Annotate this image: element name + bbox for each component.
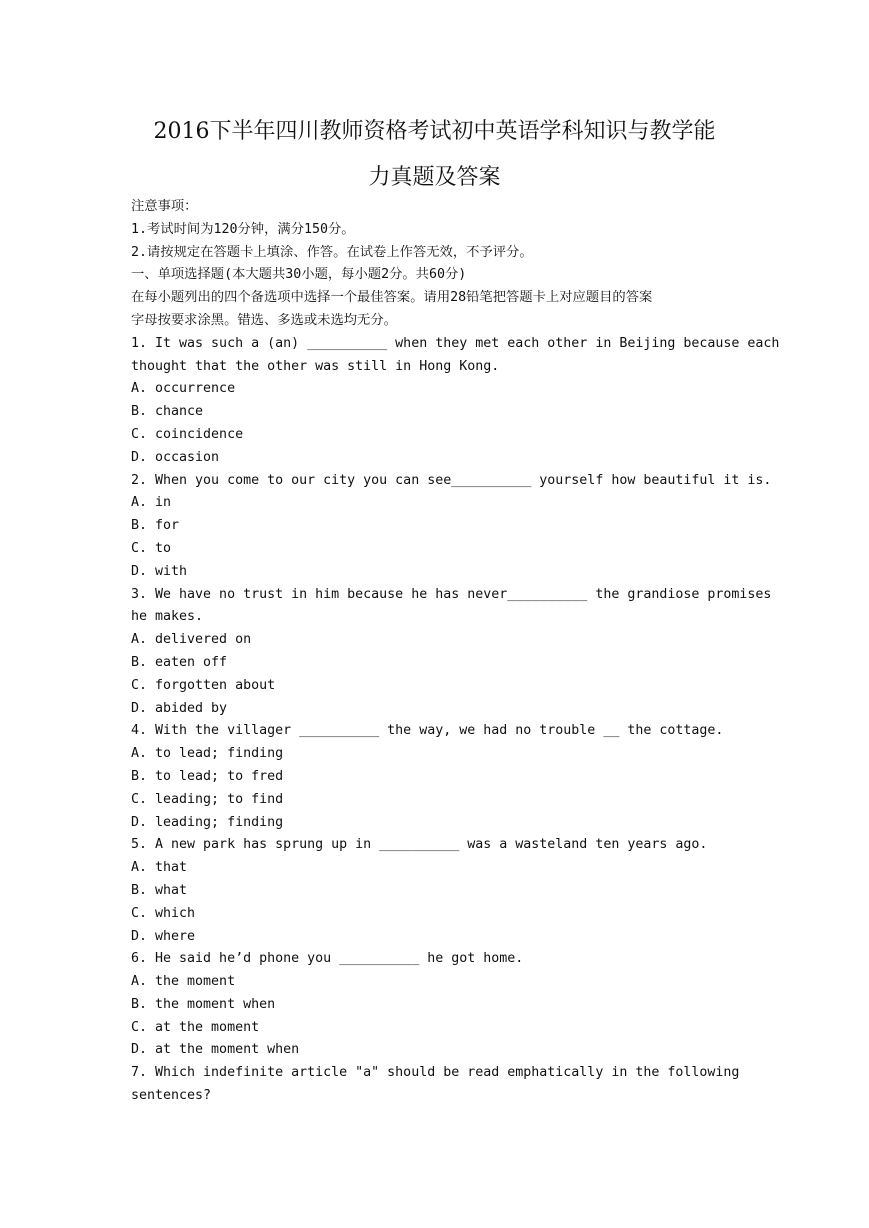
text-line: 字母按要求涂黑。错选、多选或未选均无分。: [131, 312, 397, 328]
text-line: D. occasion: [131, 449, 220, 465]
text-line: D. abided by: [131, 700, 228, 716]
text-line: 注意事项：: [131, 199, 198, 214]
text-line: 一、单项选择题(本大题共30小题，每小题2分。共60分): [131, 267, 467, 283]
text-line: C. coincidence: [131, 426, 244, 442]
text-line: D. with: [131, 563, 188, 579]
text-line: sentences?: [131, 1088, 212, 1104]
text-line: he makes.: [131, 609, 204, 625]
text-line: A. that: [131, 860, 188, 876]
text-line: 6. He said he’d phone you __________ he got home.: [131, 951, 524, 967]
text-line: C. at the moment: [131, 1019, 260, 1035]
text-line: 2. When you come to our city you can see__________ yourself how beautiful it is.: [131, 472, 772, 488]
text-line: A. delivered on: [131, 632, 252, 648]
text-line: 在每小题列出的四个备选项中选择一个最佳答案。请用28铅笔把答题卡上对应题目的答案: [131, 290, 653, 306]
text-line: A. to lead; finding: [131, 746, 284, 762]
text-line: D. where: [131, 928, 196, 944]
text-line: 4. With the villager __________ the way, we had no trouble __ the cottage.: [131, 723, 724, 739]
text-line: B. what: [131, 882, 188, 898]
text-line: B. to lead; to fred: [131, 768, 284, 784]
text-line: B. the moment when: [131, 996, 276, 1012]
document-title-line-1: 2016下半年四川教师资格考试初中英语学科知识与教学能: [153, 119, 716, 144]
document-title-line-2: 力真题及答案: [368, 165, 501, 190]
text-line: 2.请按规定在答题卡上填涂、作答。在试卷上作答无效，不予评分。: [131, 244, 533, 260]
text-line: 3. We have no trust in him because he has never__________ the grandiose promises: [131, 586, 772, 602]
text-line: D. at the moment when: [131, 1042, 300, 1058]
text-line: 5. A new park has sprung up in __________ was a wasteland ten years ago.: [131, 837, 708, 853]
text-line: C. forgotten about: [131, 677, 276, 693]
text-line: A. occurrence: [131, 381, 236, 397]
text-line: B. for: [131, 518, 180, 534]
text-line: thought that the other was still in Hong Kong.: [131, 358, 500, 374]
text-line: B. eaten off: [131, 654, 228, 670]
document-body: [131, 196, 780, 1108]
text-line: 1. It was such a (an) __________ when they met each other in Beijing because each: [131, 335, 780, 351]
text-line: B. chance: [131, 404, 204, 420]
text-line: A. the moment: [131, 974, 236, 990]
text-line: C. to: [131, 540, 172, 556]
text-line: 1.考试时间为120分钟，满分150分。: [131, 221, 355, 237]
text-line: C. leading; to find: [131, 791, 284, 807]
text-line: 7. Which indefinite article "a" should be read emphatically in the following: [131, 1065, 740, 1081]
text-line: D. leading; finding: [131, 814, 284, 830]
text-line: A. in: [131, 495, 172, 511]
text-line: C. which: [131, 905, 196, 921]
